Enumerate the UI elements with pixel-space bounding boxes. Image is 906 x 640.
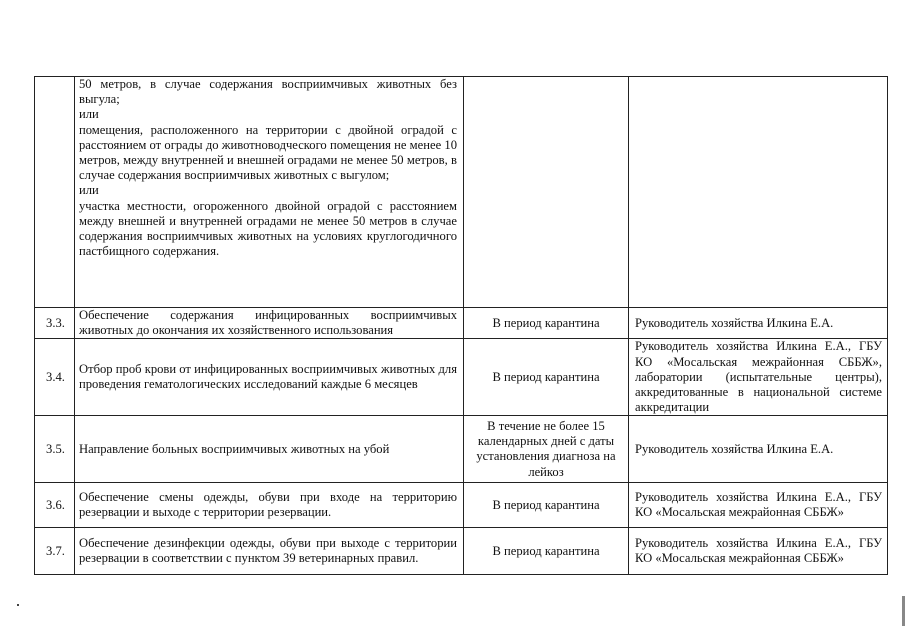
measure-cell: Обеспечение дезинфекции одежды, обуви при выходе с территории резервации в соответствии с пунктом 39 ветеринарных правил.: [75, 528, 464, 575]
table-row-3-5: [35, 416, 888, 483]
responsible-cell: Руководитель хозяйства Илкина Е.А.: [629, 416, 888, 483]
scan-speck: [17, 604, 19, 606]
period-cell: [464, 77, 629, 308]
period-cell: В течение не более 15 календарных дней с даты установления диагноза на лейкоз: [464, 416, 629, 483]
table-row-3-6: [35, 483, 888, 528]
period-cell: В период карантина: [464, 308, 629, 339]
measure-cell: Направление больных восприимчивых животных на убой: [75, 416, 464, 483]
measure-cell: [75, 77, 464, 308]
period-cell: В период карантина: [464, 528, 629, 575]
row-number-cell: 3.7.: [35, 528, 75, 575]
responsible-cell: Руководитель хозяйства Илкина Е.А.: [629, 308, 888, 339]
measure-line: или: [79, 107, 99, 122]
measure-line: участка местности, огороженного двойной оградой с расстоянием между внешней и внутренней оградами не менее 50 метров в случае содержания восприимчивых животных на условиях круглогодичного пастбищного содержания.: [79, 198, 457, 259]
table-row-continuation: [35, 77, 888, 308]
responsible-cell: Руководитель хозяйства Илкина Е.А., ГБУ КО «Мосальская межрайонная СББЖ», лаборатории (испытательные центры), аккредитованные в национальной системе аккредитации: [629, 339, 888, 416]
scan-edge-mark: [902, 596, 905, 626]
responsible-cell: Руководитель хозяйства Илкина Е.А., ГБУ КО «Мосальская межрайонная СББЖ»: [629, 483, 888, 528]
table-row-3-4: [35, 339, 888, 416]
row-number-cell: [35, 77, 75, 308]
row-number-cell: 3.5.: [35, 416, 75, 483]
row-number-cell: 3.3.: [35, 308, 75, 339]
row-number-cell: 3.4.: [35, 339, 75, 416]
measure-cell: Отбор проб крови от инфицированных восприимчивых животных для проведения гематологических исследований каждые 6 месяцев: [75, 339, 464, 416]
table-row-3-7: [35, 528, 888, 575]
period-cell: В период карантина: [464, 339, 629, 416]
measure-line: 50 метров, в случае содержания восприимчивых животных без выгула;: [79, 77, 457, 107]
period-cell: В период карантина: [464, 483, 629, 528]
measures-table: [34, 76, 888, 575]
responsible-cell: Руководитель хозяйства Илкина Е.А., ГБУ КО «Мосальская межрайонная СББЖ»: [629, 528, 888, 575]
measure-line: помещения, расположенного на территории с двойной оградой с расстоянием от ограды до животноводческого помещения не менее 10 метров, между внутренней и внешней оградами не менее 50 метров, в случае содержания восприимчивых животных с выгулом;: [79, 122, 457, 183]
measure-cell: Обеспечение содержания инфицированных восприимчивых животных до окончания их хозяйственного использования: [75, 308, 464, 339]
measure-line: или: [79, 183, 99, 198]
measure-cell: Обеспечение смены одежды, обуви при входе на территорию резервации и выходе с территории резервации.: [75, 483, 464, 528]
table-row-3-3: [35, 308, 888, 339]
row-number-cell: 3.6.: [35, 483, 75, 528]
responsible-cell: [629, 77, 888, 308]
